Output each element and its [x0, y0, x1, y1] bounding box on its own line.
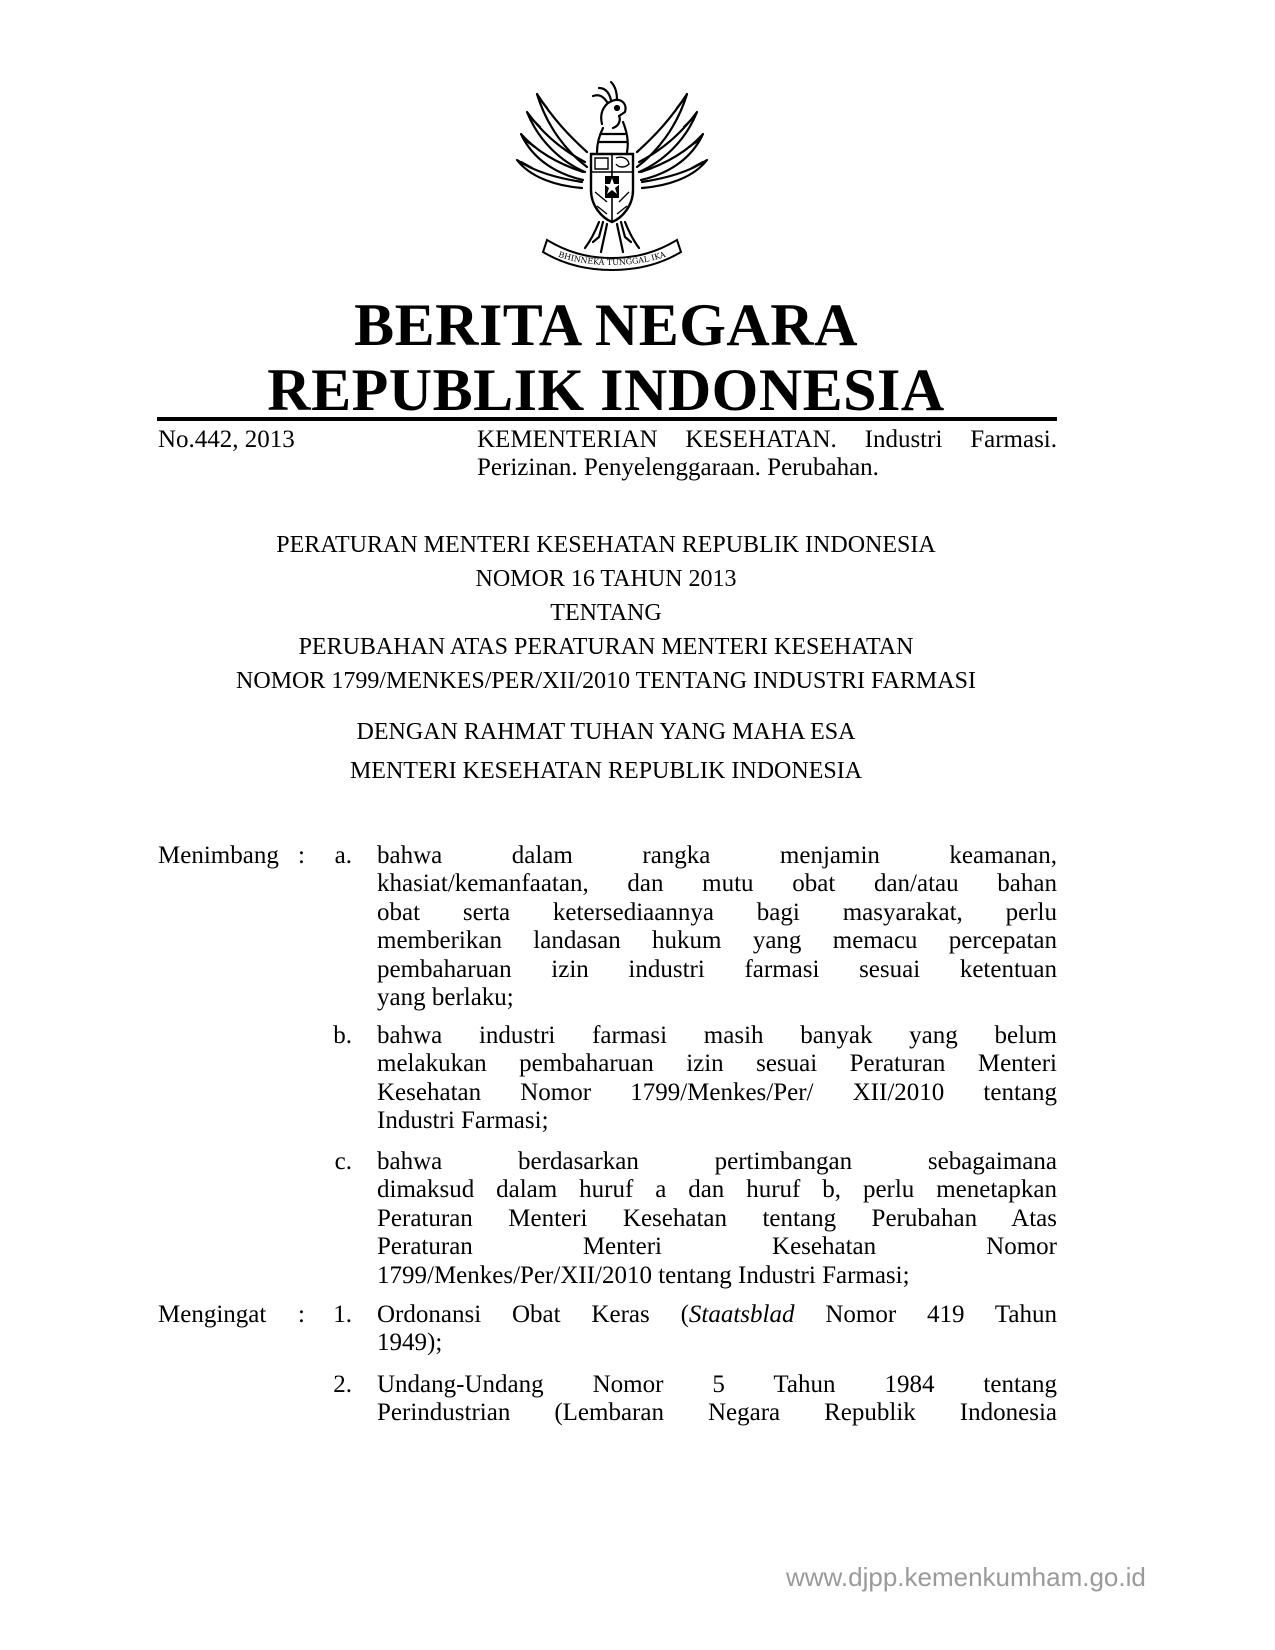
- preamble-line1: DENGAN RAHMAT TUHAN YANG MAHA ESA: [356, 719, 856, 745]
- issue-number: No.442, 2013: [158, 426, 295, 453]
- text-line: 1949);: [377, 1329, 443, 1357]
- text-line: pembaharuan izin industri farmasi sesuai ketentuan: [377, 955, 1057, 983]
- text-line: memberikan landasan hukum yang memacu percepatan: [377, 927, 1057, 955]
- regulation-number: NOMOR 16 TAHUN 2013: [475, 566, 737, 592]
- italic-run: Staatsblad: [688, 1301, 795, 1328]
- source-watermark: www.djpp.kemenkumham.go.id: [786, 1562, 1146, 1592]
- text-line: bahwa industri farmasi masih banyak yang belum: [377, 1022, 1057, 1049]
- mengingat-item-2: [377, 1371, 1057, 1428]
- text-line: dimaksud dalam huruf a dan huruf b, perlu menetapkan: [377, 1176, 1057, 1204]
- mengingat-colon: :: [298, 1301, 305, 1328]
- text-run: Ordonansi Obat Keras (: [377, 1301, 689, 1328]
- menimbang-item-c: [377, 1148, 1057, 1290]
- regulation-tentang: TENTANG: [550, 600, 662, 626]
- mengingat-item-2-marker: 2.: [333, 1371, 352, 1398]
- subject-summary-line1: KEMENTERIAN KESEHATAN. Industri Farmasi.: [477, 426, 1057, 453]
- menimbang-item-b: [377, 1022, 1057, 1136]
- menimbang-item-b-marker: b.: [333, 1022, 352, 1049]
- mengingat-item-1-marker: 1.: [333, 1301, 352, 1328]
- preamble-line2: MENTERI KESEHATAN REPUBLIK INDONESIA: [349, 758, 863, 784]
- text-line: Peraturan Menteri Kesehatan tentang Perubahan Atas: [377, 1204, 1057, 1232]
- menimbang-colon: :: [298, 842, 305, 869]
- menimbang-item-c-marker: c.: [334, 1148, 352, 1175]
- subject-summary-line2: Perizinan. Penyelenggaraan. Perubahan.: [477, 454, 879, 481]
- text-line: melakukan pembaharuan izin sesuai Peraturan Menteri: [377, 1050, 1057, 1078]
- regulation-subject-line2: NOMOR 1799/MENKES/PER/XII/2010 TENTANG INDUSTRI FARMASI: [236, 668, 976, 694]
- text-line: Kesehatan Nomor 1799/Menkes/Per/ XII/2010 tentang: [377, 1078, 1057, 1106]
- regulation-title-line1: PERATURAN MENTERI KESEHATAN REPUBLIK INDONESIA: [276, 532, 936, 558]
- masthead-title-line1: BERITA NEGARA: [354, 292, 858, 358]
- menimbang-item-a-marker: a.: [334, 842, 352, 869]
- text-line: obat serta ketersediaannya bagi masyarakat, perlu: [377, 898, 1057, 926]
- text-line: bahwa berdasarkan pertimbangan sebagaimana: [377, 1148, 1057, 1175]
- text-line: 1799/Menkes/Per/XII/2010 tentang Industri Farmasi;: [377, 1261, 910, 1289]
- masthead-divider: [157, 417, 1057, 421]
- menimbang-item-a: [377, 842, 1057, 1012]
- mengingat-item-1: [377, 1301, 1057, 1358]
- text-line: Undang-Undang Nomor 5 Tahun 1984 tentang: [377, 1371, 1057, 1398]
- emblem-motto: BHINNEKA TUNGGAL IKA: [557, 249, 667, 268]
- text-line: yang berlaku;: [377, 984, 514, 1012]
- text-line: Perindustrian (Lembaran Negara Republik Indonesia: [377, 1399, 1057, 1427]
- menimbang-label: Menimbang: [158, 842, 279, 869]
- garuda-emblem: [507, 72, 717, 277]
- text-run: Nomor 419 Tahun: [794, 1301, 1058, 1328]
- regulation-subject-line1: PERUBAHAN ATAS PERATURAN MENTERI KESEHATAN: [298, 634, 914, 660]
- text-line: bahwa dalam rangka menjamin keamanan,: [377, 842, 1057, 869]
- text-line: Industri Farmasi;: [377, 1107, 549, 1135]
- text-line: [377, 1301, 1057, 1329]
- masthead-title-line2: REPUBLIK INDONESIA: [267, 357, 945, 423]
- mengingat-label: Mengingat: [158, 1301, 267, 1328]
- text-line: khasiat/kemanfaatan, dan mutu obat dan/atau bahan: [377, 870, 1057, 898]
- text-line: Peraturan Menteri Kesehatan Nomor: [377, 1233, 1057, 1261]
